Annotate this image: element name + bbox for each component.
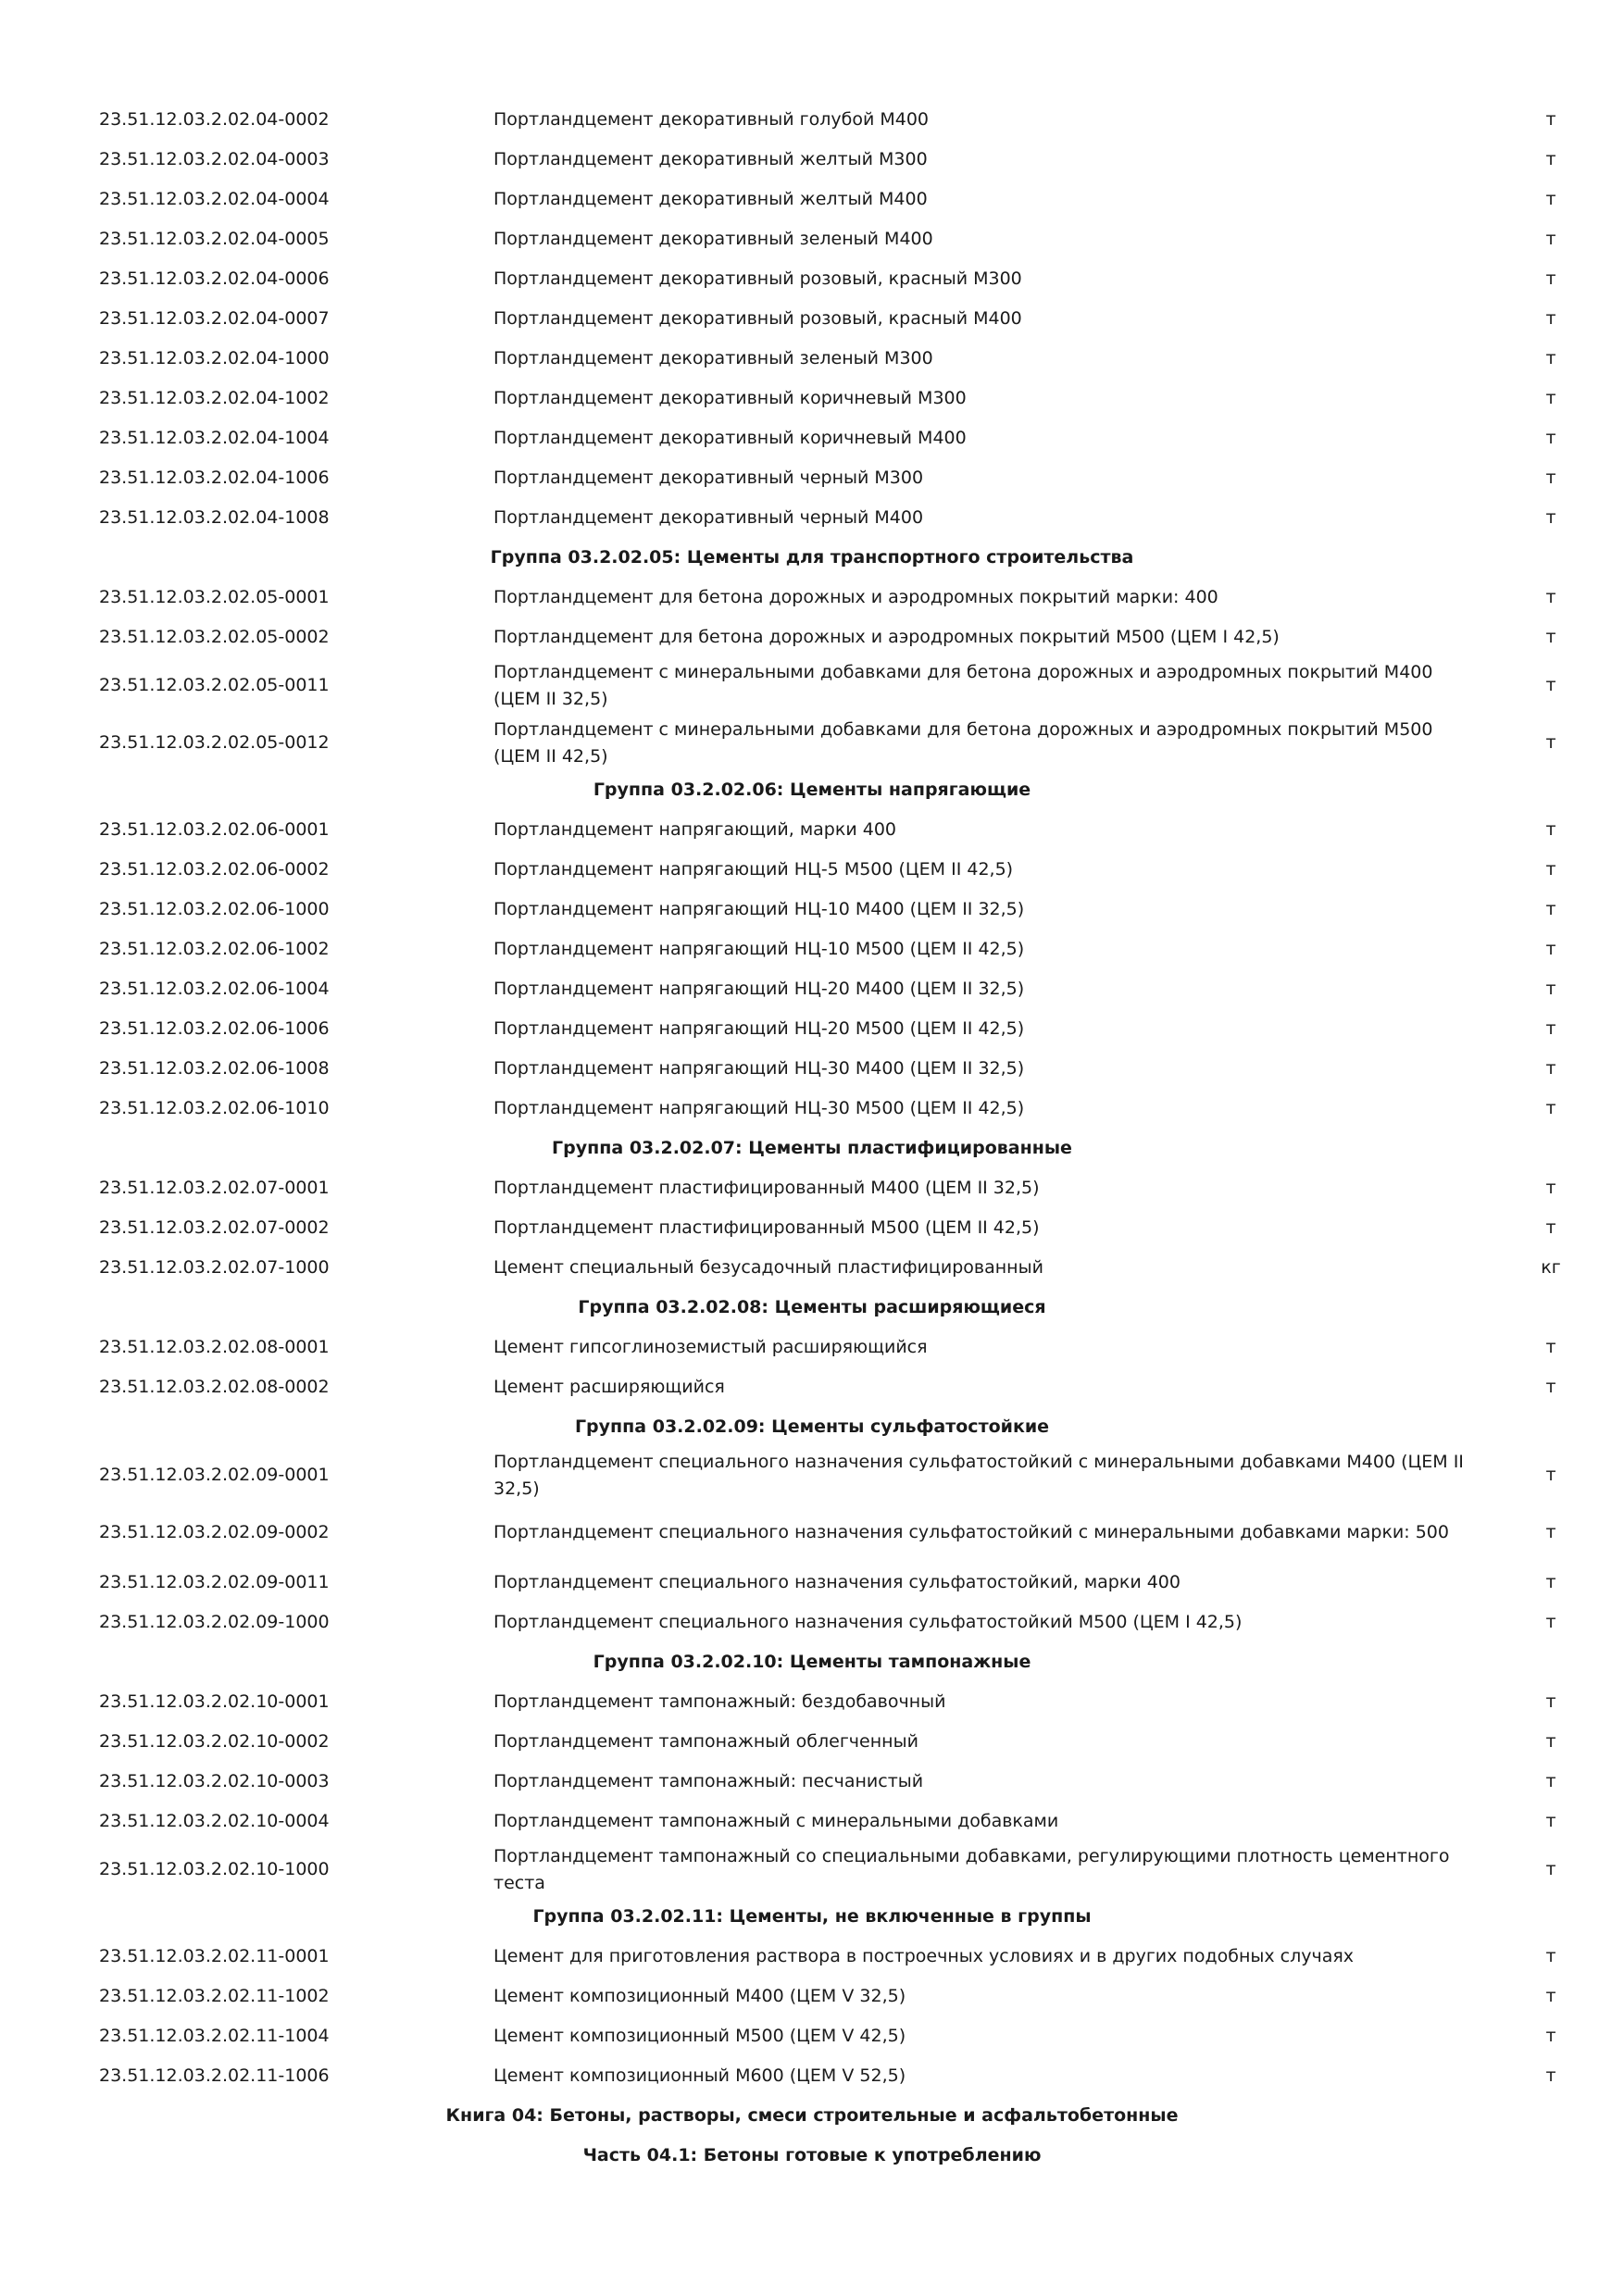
group-heading: Группа 03.2.02.09: Цементы сульфатостойкие (574, 1416, 1050, 1437)
resource-name: Портландцемент декоративный коричневый М400 (493, 428, 967, 448)
resource-name: Портландцемент напрягающий НЦ-30 М500 (ЦЕМ II 42,5) (493, 1098, 1025, 1118)
unit-of-measure: т (1545, 819, 1556, 840)
unit-of-measure: кг (1541, 1257, 1561, 1278)
resource-code: 23.51.12.03.2.02.09-0002 (99, 1522, 330, 1542)
resource-code: 23.51.12.03.2.02.04-1008 (99, 507, 330, 528)
resource-name: Портландцемент специального назначения сульфатостойкий, марки 400 (493, 1572, 1181, 1592)
unit-of-measure: т (1545, 1612, 1556, 1632)
unit-of-measure: т (1545, 1691, 1556, 1712)
unit-of-measure: т (1545, 189, 1556, 209)
resource-name: Портландцемент тампонажный: песчанистый (493, 1771, 924, 1791)
unit-of-measure: т (1545, 1771, 1556, 1791)
unit-of-measure: т (1545, 229, 1556, 249)
resource-name: Портландцемент тампонажный с минеральными добавками (493, 1811, 1059, 1831)
resource-name: Портландцемент пластифицированный М400 (ЦЕМ II 32,5) (493, 1178, 1040, 1198)
resource-code: 23.51.12.03.2.02.06-1008 (99, 1058, 330, 1079)
group-heading: Группа 03.2.02.11: Цементы, не включенные в группы (532, 1906, 1092, 1927)
resource-name: Портландцемент декоративный черный М400 (493, 507, 924, 528)
group-heading: Группа 03.2.02.08: Цементы расширяющиеся (578, 1297, 1046, 1317)
unit-of-measure: т (1545, 1465, 1556, 1485)
resource-code: 23.51.12.03.2.02.10-0002 (99, 1731, 330, 1752)
resource-code: 23.51.12.03.2.02.06-1002 (99, 939, 330, 959)
resource-name: Цемент гипсоглиноземистый расширяющийся (493, 1337, 928, 1357)
resource-code: 23.51.12.03.2.02.04-0003 (99, 149, 330, 169)
group-heading: Группа 03.2.02.10: Цементы тампонажные (593, 1652, 1031, 1672)
resource-name: Портландцемент декоративный зеленый М400 (493, 229, 933, 249)
resource-name: Портландцемент напрягающий НЦ-30 М400 (ЦЕМ II 32,5) (493, 1058, 1025, 1079)
unit-of-measure: т (1545, 1178, 1556, 1198)
book-heading: Книга 04: Бетоны, растворы, смеси строительные и асфальтобетонные (445, 2105, 1179, 2126)
resource-name: Портландцемент декоративный желтый М300 (493, 149, 928, 169)
resource-code: 23.51.12.03.2.02.11-1006 (99, 2065, 330, 2086)
resource-code: 23.51.12.03.2.02.10-1000 (99, 1859, 330, 1879)
unit-of-measure: т (1545, 627, 1556, 647)
resource-code: 23.51.12.03.2.02.04-0004 (99, 189, 330, 209)
unit-of-measure: т (1545, 428, 1556, 448)
resource-code: 23.51.12.03.2.02.08-0001 (99, 1337, 330, 1357)
resource-code: 23.51.12.03.2.02.07-0001 (99, 1178, 330, 1198)
resource-name: Цемент композиционный М600 (ЦЕМ V 52,5) (493, 2065, 906, 2086)
resource-name: Портландцемент напрягающий НЦ-5 М500 (ЦЕМ II 42,5) (493, 859, 1014, 880)
resource-name: Портландцемент с минеральными добавками для бетона дорожных и аэродромных покрытий М500 (ЦЕМ II 42,5) (493, 719, 1433, 767)
unit-of-measure: т (1545, 507, 1556, 528)
group-heading: Группа 03.2.02.07: Цементы пластифицированные (552, 1138, 1072, 1158)
resource-code: 23.51.12.03.2.02.04-1004 (99, 428, 330, 448)
unit-of-measure: т (1545, 1811, 1556, 1831)
resource-code: 23.51.12.03.2.02.04-1000 (99, 348, 330, 368)
unit-of-measure: т (1545, 1731, 1556, 1752)
unit-of-measure: т (1545, 1217, 1556, 1238)
resource-code: 23.51.12.03.2.02.05-0011 (99, 675, 330, 695)
resource-name: Портландцемент декоративный желтый М400 (493, 189, 928, 209)
unit-of-measure: т (1545, 1946, 1556, 1966)
resource-code: 23.51.12.03.2.02.06-0001 (99, 819, 330, 840)
unit-of-measure: т (1545, 587, 1556, 607)
part-heading: Часть 04.1: Бетоны готовые к употреблению (582, 2145, 1042, 2165)
unit-of-measure: т (1545, 899, 1556, 919)
resource-name: Цемент композиционный М400 (ЦЕМ V 32,5) (493, 1986, 906, 2006)
unit-of-measure: т (1545, 1377, 1556, 1397)
resource-code: 23.51.12.03.2.02.09-1000 (99, 1612, 330, 1632)
group-heading: Группа 03.2.02.06: Цементы напрягающие (593, 780, 1031, 800)
unit-of-measure: т (1545, 859, 1556, 880)
resource-name: Портландцемент напрягающий НЦ-20 М400 (ЦЕМ II 32,5) (493, 979, 1025, 999)
resource-code: 23.51.12.03.2.02.11-0001 (99, 1946, 330, 1966)
resource-name: Портландцемент напрягающий, марки 400 (493, 819, 896, 840)
unit-of-measure: т (1545, 1058, 1556, 1079)
resource-code: 23.51.12.03.2.02.05-0012 (99, 732, 330, 753)
unit-of-measure: т (1545, 675, 1556, 695)
unit-of-measure: т (1545, 268, 1556, 289)
unit-of-measure: т (1545, 979, 1556, 999)
resource-code: 23.51.12.03.2.02.09-0001 (99, 1465, 330, 1485)
resource-name: Портландцемент с минеральными добавками для бетона дорожных и аэродромных покрытий М400 (ЦЕМ II 32,5) (493, 662, 1433, 709)
unit-of-measure: т (1545, 939, 1556, 959)
resource-name: Портландцемент напрягающий НЦ-10 М400 (ЦЕМ II 32,5) (493, 899, 1025, 919)
resource-code: 23.51.12.03.2.02.10-0003 (99, 1771, 330, 1791)
resource-code: 23.51.12.03.2.02.04-1002 (99, 388, 330, 408)
resource-code: 23.51.12.03.2.02.07-1000 (99, 1257, 330, 1278)
resource-code: 23.51.12.03.2.02.06-0002 (99, 859, 330, 880)
resource-code: 23.51.12.03.2.02.10-0001 (99, 1691, 330, 1712)
resource-code: 23.51.12.03.2.02.09-0011 (99, 1572, 330, 1592)
resource-name: Портландцемент тампонажный: бездобавочный (493, 1691, 946, 1712)
unit-of-measure: т (1545, 1572, 1556, 1592)
group-heading: Группа 03.2.02.05: Цементы для транспортного строительства (490, 547, 1134, 568)
resource-code: 23.51.12.03.2.02.04-0007 (99, 308, 330, 329)
resource-name: Портландцемент декоративный розовый, красный М300 (493, 268, 1022, 289)
resource-code: 23.51.12.03.2.02.06-1000 (99, 899, 330, 919)
unit-of-measure: т (1545, 468, 1556, 488)
resource-code: 23.51.12.03.2.02.10-0004 (99, 1811, 330, 1831)
resource-name: Портландцемент декоративный зеленый М300 (493, 348, 933, 368)
resource-name: Портландцемент специального назначения сульфатостойкий с минеральными добавками марки: 500 (493, 1522, 1449, 1542)
resource-name: Цемент расширяющийся (493, 1377, 725, 1397)
unit-of-measure: т (1545, 1337, 1556, 1357)
resource-name: Портландцемент декоративный голубой М400 (493, 109, 929, 130)
unit-of-measure: т (1545, 1018, 1556, 1039)
resource-code: 23.51.12.03.2.02.05-0002 (99, 627, 330, 647)
resource-name: Портландцемент специального назначения сульфатостойкий с минеральными добавками М400 (ЦЕМ II 32,5) (493, 1452, 1464, 1499)
unit-of-measure: т (1545, 149, 1556, 169)
resource-name: Портландцемент напрягающий НЦ-10 М500 (ЦЕМ II 42,5) (493, 939, 1025, 959)
resource-name: Портландцемент пластифицированный М500 (ЦЕМ II 42,5) (493, 1217, 1040, 1238)
resource-name: Портландцемент тампонажный со специальными добавками, регулирующими плотность цементного теста (493, 1846, 1450, 1893)
unit-of-measure: т (1545, 109, 1556, 130)
unit-of-measure: т (1545, 1859, 1556, 1879)
resource-code: 23.51.12.03.2.02.11-1004 (99, 2026, 330, 2046)
resource-name: Портландцемент для бетона дорожных и аэродромных покрытий марки: 400 (493, 587, 1218, 607)
resource-name: Портландцемент декоративный черный М300 (493, 468, 924, 488)
resource-code: 23.51.12.03.2.02.06-1006 (99, 1018, 330, 1039)
resource-name: Цемент для приготовления раствора в построечных условиях и в других подобных случаях (493, 1946, 1355, 1966)
unit-of-measure: т (1545, 348, 1556, 368)
resource-code: 23.51.12.03.2.02.04-0005 (99, 229, 330, 249)
resource-name: Портландцемент декоративный розовый, красный М400 (493, 308, 1022, 329)
resource-code: 23.51.12.03.2.02.06-1010 (99, 1098, 330, 1118)
resource-name: Портландцемент специального назначения сульфатостойкий М500 (ЦЕМ I 42,5) (493, 1612, 1243, 1632)
resource-code: 23.51.12.03.2.02.05-0001 (99, 587, 330, 607)
resource-name: Портландцемент для бетона дорожных и аэродромных покрытий М500 (ЦЕМ I 42,5) (493, 627, 1280, 647)
resource-name: Цемент специальный безусадочный пластифицированный (493, 1257, 1043, 1278)
resource-name: Портландцемент напрягающий НЦ-20 М500 (ЦЕМ II 42,5) (493, 1018, 1025, 1039)
unit-of-measure: т (1545, 1098, 1556, 1118)
resource-code: 23.51.12.03.2.02.07-0002 (99, 1217, 330, 1238)
resource-code: 23.51.12.03.2.02.04-0002 (99, 109, 330, 130)
resource-code: 23.51.12.03.2.02.04-0006 (99, 268, 330, 289)
unit-of-measure: т (1545, 308, 1556, 329)
unit-of-measure: т (1545, 2026, 1556, 2046)
unit-of-measure: т (1545, 1986, 1556, 2006)
resource-code: 23.51.12.03.2.02.08-0002 (99, 1377, 330, 1397)
unit-of-measure: т (1545, 388, 1556, 408)
resource-name: Цемент композиционный М500 (ЦЕМ V 42,5) (493, 2026, 906, 2046)
unit-of-measure: т (1545, 732, 1556, 753)
resource-code: 23.51.12.03.2.02.11-1002 (99, 1986, 330, 2006)
unit-of-measure: т (1545, 2065, 1556, 2086)
unit-of-measure: т (1545, 1522, 1556, 1542)
resource-name: Портландцемент декоративный коричневый М300 (493, 388, 967, 408)
resource-code: 23.51.12.03.2.02.06-1004 (99, 979, 330, 999)
resource-name: Портландцемент тампонажный облегченный (493, 1731, 918, 1752)
resource-code: 23.51.12.03.2.02.04-1006 (99, 468, 330, 488)
